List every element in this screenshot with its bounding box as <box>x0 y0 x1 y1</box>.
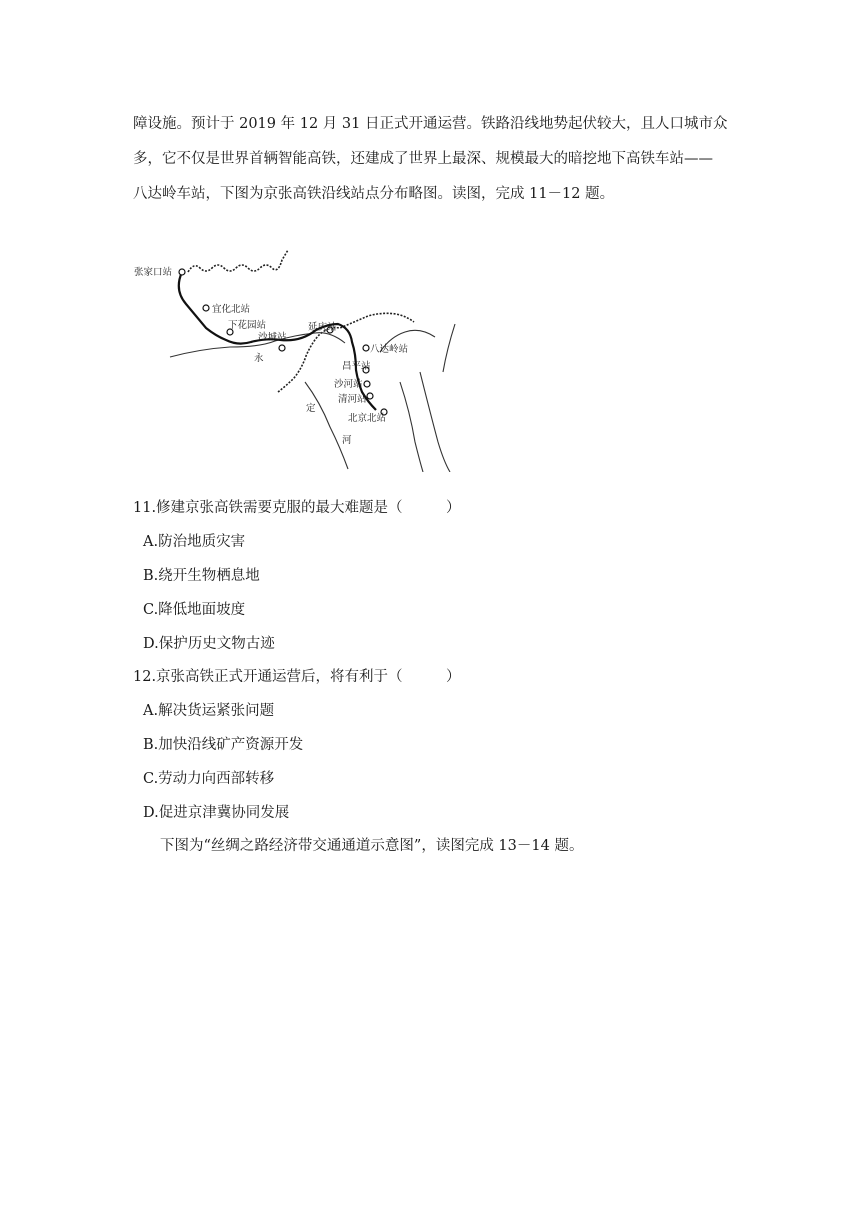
station-label-shahe: 沙河站 <box>334 379 363 390</box>
q12-option-c: C.劳动力向西部转移 <box>143 771 275 787</box>
station-label-yihuabei: 宜化北站 <box>212 304 251 315</box>
station-label-zhangjiakou: 张家口站 <box>134 267 173 278</box>
question-12-stem: 12.京张高铁正式开通运营后，将有利于（ ） <box>133 669 461 685</box>
q11-option-c: C.降低地面坡度 <box>143 602 246 618</box>
station-label-badaling: 八达岭站 <box>370 344 409 355</box>
station-label-yanqing: 延庆站 <box>308 322 337 333</box>
river-char-1: 永 <box>254 353 264 364</box>
railway-map <box>130 232 475 472</box>
river-char-3: 河 <box>342 435 352 446</box>
station-label-xiahuayuan: 下花园站 <box>228 320 267 331</box>
station-label-qinghe: 清河站 <box>338 394 367 405</box>
q12-option-a: A.解决货运紧张问题 <box>143 703 275 719</box>
intro-line-1: 障设施。预计于 2019 年 12 月 31 日正式开通运营。铁路沿线地势起伏较大，且人口城市众 <box>133 116 728 132</box>
question-11-stem: 11.修建京张高铁需要克服的最大难题是（ ） <box>133 500 461 516</box>
intro-line-3: 八达岭车站，下图为京张高铁沿线站点分布略图。读图，完成 11－12 题。 <box>133 186 615 202</box>
rivers <box>170 324 455 472</box>
q11-option-d: D.保护历史文物古迹 <box>143 636 275 652</box>
station-label-beijingbei: 北京北站 <box>348 413 387 424</box>
intro-line-2: 多，它不仅是世界首辆智能高铁，还建成了世界上最深、规模最大的暗挖地下高铁车站—— <box>133 151 713 167</box>
q11-option-a: A.防治地质灾害 <box>143 534 246 550</box>
q12-option-d: D.促进京津冀协同发展 <box>143 805 290 821</box>
river-char-2: 定 <box>306 403 316 414</box>
great-wall-north <box>188 250 288 272</box>
q12-option-b: B.加快沿线矿产资源开发 <box>143 737 304 753</box>
station-label-changping: 昌平站 <box>342 361 371 372</box>
station-label-shacheng: 沙城站 <box>258 332 287 343</box>
q11-option-b: B.绕开生物栖息地 <box>143 568 260 584</box>
next-questions-intro: 下图为“丝绸之路经济带交通通道示意图”，读图完成 13－14 题。 <box>160 838 584 854</box>
